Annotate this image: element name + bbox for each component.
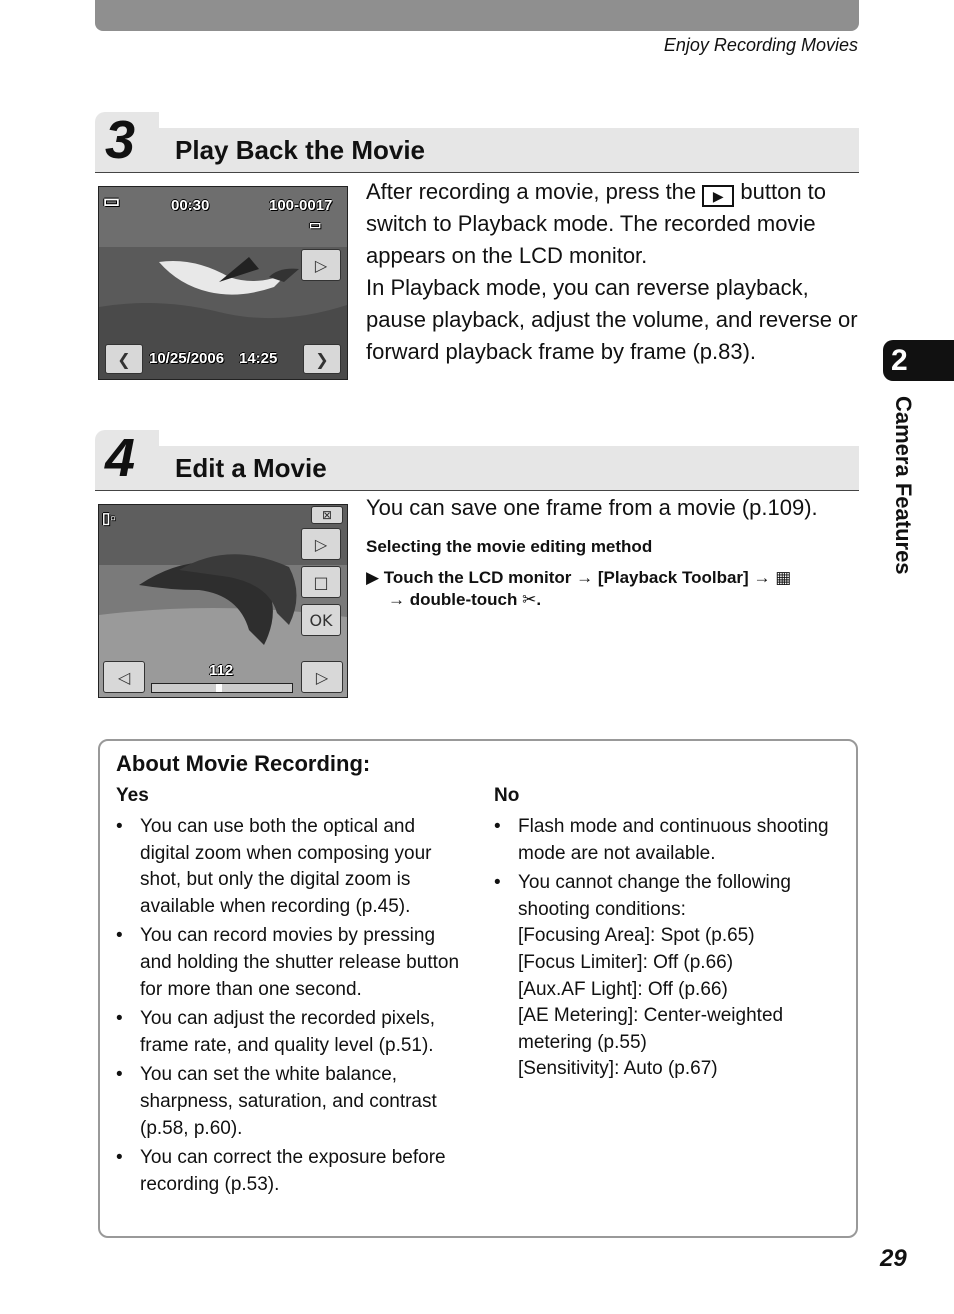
step-3-body — [366, 176, 860, 368]
ok-button[interactable]: OK — [301, 604, 341, 636]
proc-end: . — [536, 590, 542, 609]
step-3-paragraph-1b: button to switch to Playback mode. The recorded movie appears on the LCD monitor. — [366, 179, 827, 268]
battery-icon: ▭ — [309, 217, 322, 232]
list-item: • You can correct the exposure before recording (p.53). — [116, 1147, 446, 1195]
lcd-file-number: 100-0017 — [269, 197, 333, 214]
yes-list — [116, 814, 466, 1201]
step-3-paragraph-1a: After recording a movie, press the — [366, 179, 697, 204]
next-icon[interactable]: ❯ — [303, 344, 341, 374]
arrow-icon: → — [576, 568, 598, 587]
previous-icon[interactable]: ❮ — [105, 344, 143, 374]
close-icon[interactable]: ⊠ — [311, 506, 343, 524]
edit-lcd-image — [98, 504, 348, 698]
stop-icon[interactable]: □ — [301, 566, 341, 598]
step-4-intro: You can save one frame from a movie (p.109). — [366, 495, 818, 520]
top-bar — [95, 0, 859, 31]
chapter-tab: 2 — [883, 340, 954, 381]
chapter-label: Camera Features — [891, 396, 916, 575]
condition-item: [Aux.AF Light]: Off (p.66) — [518, 978, 728, 1000]
condition-item: [Focusing Area]: Spot (p.65) — [518, 925, 755, 947]
list-item: • You can set the white balance, sharpness, saturation, and contrast (p.58, p.60). — [116, 1064, 437, 1139]
list-item: • You cannot change the following shooting conditions: [Focusing Area]: Spot (p.65) [Focus Limiter]: Off (p.66) [Aux.AF Light]: Off (p.66) [AE Metering]: Center-weighted metering (p.55) [Sensitivity]: Auto (p.67) — [494, 870, 834, 1083]
procedure-subheading: Selecting the movie editing method — [366, 537, 653, 556]
condition-item: [AE Metering]: Center-weighted metering (p.55) — [518, 1005, 784, 1053]
no-heading: No — [494, 785, 520, 806]
step-4-header — [95, 428, 859, 488]
frame-edit-icon: ▯▫ — [102, 510, 116, 527]
lcd-time: 00:30 — [171, 197, 210, 214]
step-3-paragraph-2: In Playback mode, you can reverse playback, pause playback, adjust the volume, and reverse or forward playback frame by frame (p.83). — [366, 275, 858, 364]
proc-step-2: [Playback Toolbar] — [597, 568, 749, 587]
list-item: • You can record movies by pressing and holding the shutter release button for more than one second. — [116, 925, 460, 1000]
lcd-date: 10/25/2006 — [149, 350, 225, 367]
step-number: 4 — [105, 428, 136, 488]
arrow-icon: → — [388, 590, 410, 609]
proc-step-1: Touch the LCD monitor — [383, 568, 572, 587]
step-title: Edit a Movie — [175, 453, 327, 483]
lcd-clock: 14:25 — [239, 350, 278, 367]
list-item: • You can adjust the recorded pixels, frame rate, and quality level (p.51). — [116, 1008, 436, 1056]
playback-lcd-image — [98, 186, 348, 380]
list-item: • Flash mode and continuous shooting mode are not available. — [494, 816, 829, 864]
play-icon[interactable]: ▷ — [301, 249, 341, 281]
page-number: 29 — [880, 1245, 907, 1272]
arrow-icon: → — [753, 568, 776, 587]
list-item: • You can use both the optical and digital zoom when composing your shot, but only the digital zoom is available when recording (p.45). — [116, 816, 432, 917]
playback-button-icon: ▶ — [702, 185, 734, 207]
frame-forward-icon[interactable]: ▷ — [301, 661, 343, 693]
progress-bar[interactable] — [151, 683, 293, 693]
triangle-bullet-icon: ▶ — [366, 568, 384, 587]
movie-mode-icon: ▭ — [103, 191, 121, 211]
frame-number: 112 — [209, 662, 234, 679]
play-icon[interactable]: ▷ — [301, 528, 341, 560]
step-title: Play Back the Movie — [175, 135, 425, 165]
note-title: About Movie Recording: — [116, 751, 371, 776]
scissors-icon: ✂ — [522, 590, 537, 609]
grid-icon: ▦ — [775, 568, 792, 587]
proc-step-3: double-touch — [409, 590, 518, 609]
no-list — [494, 814, 834, 1086]
frame-back-icon[interactable]: ◁ — [103, 661, 145, 693]
running-title: Enjoy Recording Movies — [663, 35, 858, 55]
step-3-header — [95, 110, 859, 170]
yes-heading: Yes — [116, 785, 149, 806]
step-number: 3 — [105, 110, 136, 170]
condition-item: [Focus Limiter]: Off (p.66) — [518, 951, 734, 973]
procedure-steps — [366, 567, 860, 611]
condition-item: [Sensitivity]: Auto (p.67) — [518, 1058, 718, 1080]
